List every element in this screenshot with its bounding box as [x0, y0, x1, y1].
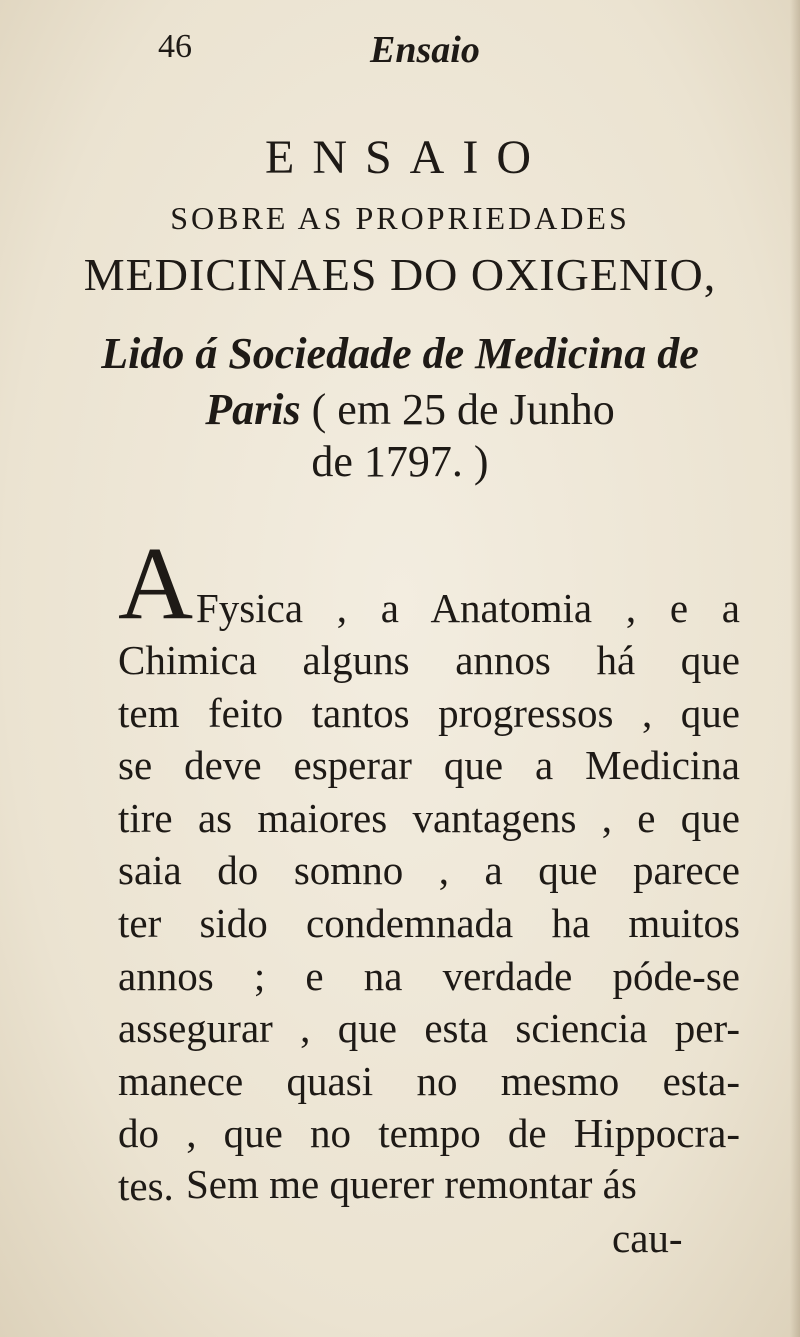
body-line: se deve esperar que a Medicina	[118, 742, 740, 789]
second-paragraph-start: Sem me querer remontar ás	[186, 1161, 637, 1207]
body-line: assegurar , que esta sciencia per-	[118, 1005, 740, 1052]
drop-cap: A	[118, 526, 194, 641]
dedication-place: Paris	[205, 385, 301, 434]
body-line: tes.	[118, 1162, 174, 1209]
title-heading: ENSAIO	[265, 131, 549, 184]
title-subtitle-line-2: MEDICINAES DO OXIGENIO,	[83, 249, 717, 300]
body-line: manece quasi no mesmo esta-	[118, 1057, 740, 1104]
body-first-line: Fysica , a Anatomia , e a	[196, 585, 740, 631]
body-paragraph	[118, 634, 740, 1213]
running-header	[0, 18, 800, 78]
body-line: tem feito tantos progressos , que	[118, 689, 740, 736]
page-number: 46	[158, 28, 192, 65]
body-line: ter sido condemnada ha muitos	[118, 899, 740, 946]
dedication-line-1	[0, 328, 800, 379]
dedication-date: ( em 25 de Junho	[300, 385, 615, 434]
body-line: saia do somno , a que parece	[118, 847, 740, 894]
catchword: cau-	[612, 1215, 683, 1261]
body-line: tire as maiores vantagens , e que	[118, 794, 740, 841]
dedication-line-3: de 1797. )	[311, 437, 489, 486]
dedication-italic-text: Lido á Sociedade de Medicina de	[101, 329, 699, 378]
dedication-line-2	[0, 384, 800, 435]
body-line: do , que no tempo de Hippocra-	[118, 1110, 740, 1157]
body-line: annos ; e na verdade póde-se	[118, 952, 740, 999]
body-line: Chimica alguns annos há que	[118, 637, 740, 683]
running-title: Ensaio	[370, 29, 480, 71]
title-subtitle-line-1: SOBRE AS PROPRIEDADES	[170, 200, 630, 236]
